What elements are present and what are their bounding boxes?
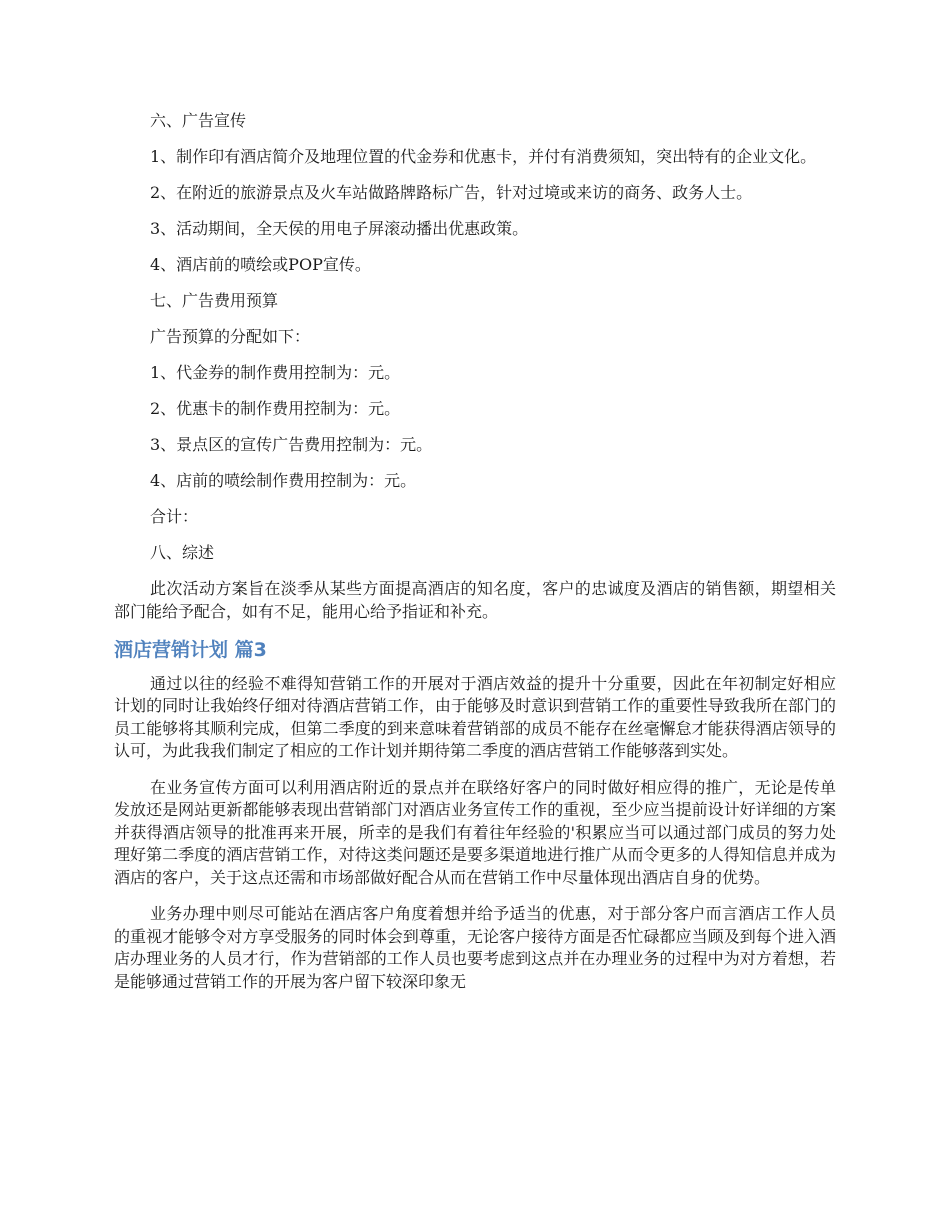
budget-total: 合计：	[150, 507, 199, 526]
list-item: 2、优惠卡的制作费用控制为：元。	[150, 399, 401, 418]
section-title-budget: 七、广告费用预算	[150, 291, 279, 310]
article-heading: 酒店营销计划 篇3	[114, 638, 267, 661]
body-paragraph: 在业务宣传方面可以利用酒店附近的景点并在联络好客户的同时做好相应得的推广，无论是传单发放还是网站更新都能够表现出营销部门对酒店业务宣传工作的重视，至少应当提前设计好详细的方案并获得酒店领导的批准再来开展，所幸的是我们有着往年经验的'积累应当可以通过部门成员的努力处理好第二季度的酒店营销工作，对待这类问题还是要多渠道地进行推广从而令更多的人得知信息并成为酒店的客户，关于这点还需和市场部做好配合从而在营销工作中尽量体现出酒店自身的优势。	[114, 777, 836, 887]
list-item: 3、活动期间，全天侯的用电子屏滚动播出优惠政策。	[150, 219, 529, 238]
section-title-advertising: 六、广告宣传	[150, 111, 247, 130]
list-item: 4、店前的喷绘制作费用控制为：元。	[150, 471, 417, 490]
budget-intro: 广告预算的分配如下：	[150, 327, 311, 346]
document-page	[114, 110, 836, 1007]
body-paragraph: 业务办理中则尽可能站在酒店客户角度着想并给予适当的优惠，对于部分客户而言酒店工作人员的重视才能够令对方享受服务的同时体会到尊重，无论客户接待方面是否忙碌都应当顾及到每个进入酒店办理业务的人员才行，作为营销部的工作人员也要考虑到这点并在办理业务的过程中为对方着想，若是能够通过营销工作的开展为客户留下较深印象无	[114, 904, 836, 991]
list-item: 1、制作印有酒店简介及地理位置的代金券和优惠卡，并付有消费须知，突出特有的企业文化。	[150, 147, 817, 166]
list-item: 1、代金券的制作费用控制为：元。	[150, 363, 401, 382]
list-item: 2、在附近的旅游景点及火车站做路牌路标广告，针对过境或来访的商务、政务人士。	[150, 183, 753, 202]
body-paragraph: 通过以往的经验不难得知营销工作的开展对于酒店效益的提升十分重要，因此在年初制定好相应计划的同时让我始终仔细对待酒店营销工作，由于能够及时意识到营销工作的重要性导致我所在部门的员工能够将其顺利完成，但第二季度的到来意味着营销部的成员不能存在丝毫懈怠才能获得酒店领导的认可，为此我我们制定了相应的工作计划并期待第二季度的酒店营销工作能够落到实处。	[114, 673, 836, 760]
summary-paragraph: 此次活动方案旨在淡季从某些方面提高酒店的知名度，客户的忠诚度及酒店的销售额，期望相关部门能给予配合，如有不足，能用心给予指证和补充。	[114, 579, 836, 621]
section-title-summary: 八、综述	[150, 543, 215, 562]
list-item: 4、酒店前的喷绘或POP宣传。	[150, 255, 371, 274]
list-item: 3、景点区的宣传广告费用控制为：元。	[150, 435, 433, 454]
